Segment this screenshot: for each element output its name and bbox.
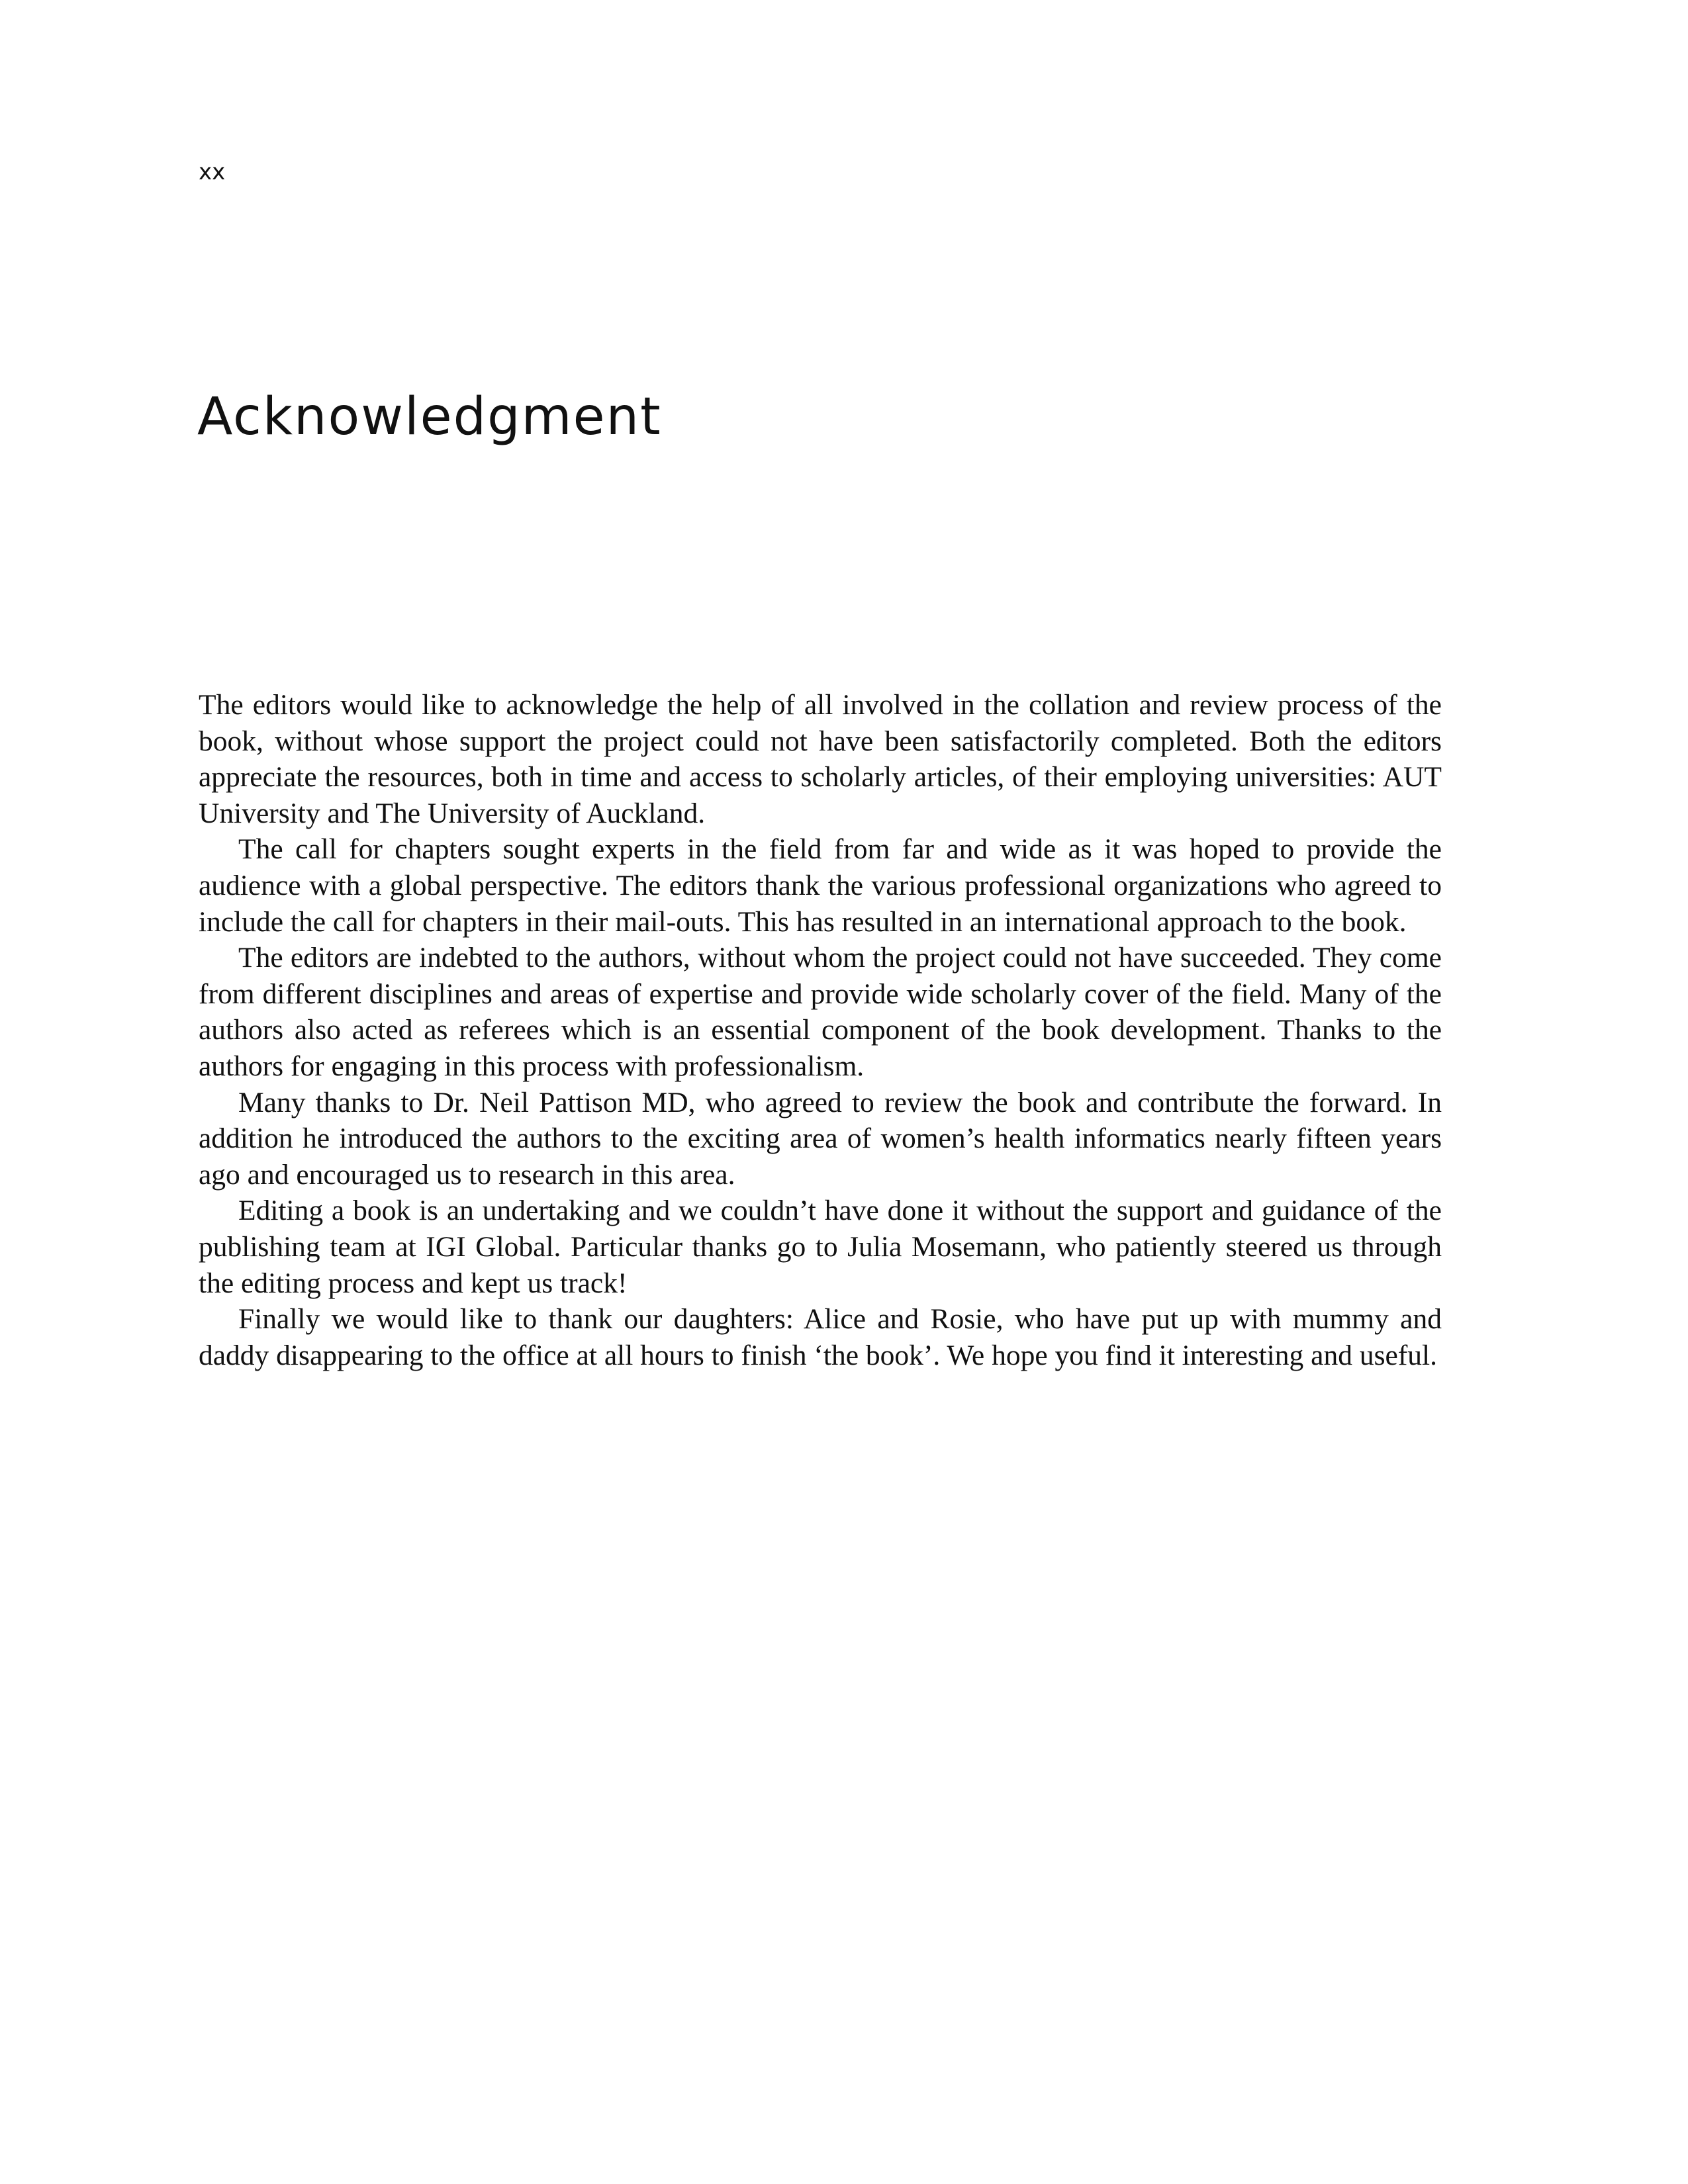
paragraph: Finally we would like to thank our daughters: Alice and Rosie, who have put up with mummy and daddy disappearing to the office at all hours to finish ‘the book’. We hope you find it interesting and useful. [199,1303,1442,1371]
paragraph: Editing a book is an undertaking and we couldn’t have done it without the support and guidance of the publishing team at IGI Global. Particular thanks go to Julia Mosemann, who patiently steered us through the editing process and kept us track! [199,1195,1442,1299]
paragraph: Many thanks to Dr. Neil Pattison MD, who agreed to review the book and contribute the forward. In addition he introduced the authors to the exciting area of women’s health informatics nearly fifteen years ago and encouraged us to research in this area. [199,1086,1442,1191]
page-title: Acknowledgment [197,387,662,447]
paragraph: The editors are indebted to the authors, without whom the project could not have succeeded. They come from different disciplines and areas of expertise and provide wide scholarly cover of the field. Many of the authors also acted as referees which is an essential component of the book development. Thanks to the authors for engaging in this process with professionalism. [199,942,1442,1082]
acknowledgment-body [199,687,1442,1373]
page-number: xx [199,159,226,185]
paragraph: The call for chapters sought experts in the field from far and wide as it was hoped to provide the audience with a global perspective. The editors thank the various professional organizations who agreed to include the call for chapters in their mail-outs. This has resulted in an international approach to the book. [199,833,1442,938]
paragraph: The editors would like to acknowledge the help of all involved in the collation and review process of the book, without whose support the project could not have been satisfactorily completed. Both the editors appreciate the resources, both in time and access to scholarly articles, of their employing universities: AUT University and The University of Auckland. [199,689,1442,829]
